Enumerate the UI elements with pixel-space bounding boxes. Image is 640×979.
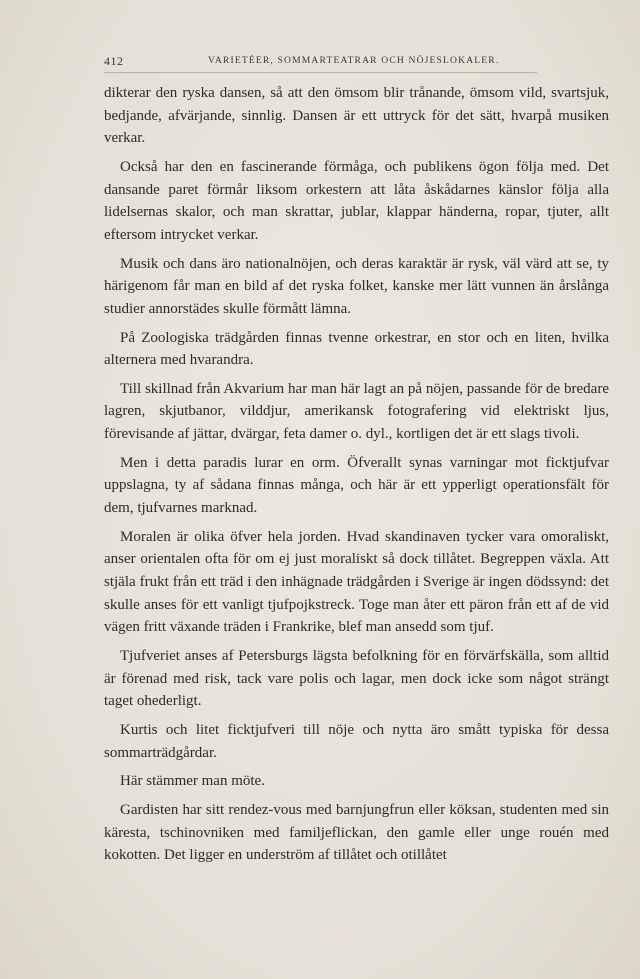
paragraph: Här stämmer man möte. — [120, 773, 265, 790]
paragraph: Till skillnad från Akvarium har man här lagt an på nöjen, passande för de bredare lagren, skjutbanor, vilddjur, amerikansk fotografering vid elektriskt ljus, förevisande af jättar, dvärgar, feta damer o. dyl., kortligen det är ett slags tivoli. — [104, 380, 609, 443]
paragraph: dikterar den ryska dansen, så att den ömsom blir trånande, ömsom vild, svartsjuk, bedjande, afvärjande, sinnlig. Dansen är ett uttryck för det sätt, hvarpå musiken verkar. — [104, 85, 609, 147]
page-number: 412 — [104, 54, 124, 68]
paragraph: Kurtis och litet ficktjufveri till nöje och nytta äro smått typiska för dessa sommarträdgårdar. — [104, 721, 609, 761]
running-header — [104, 50, 537, 73]
paragraph: Gardisten har sitt rendez-vous med barnjungfrun eller köksan, studenten med sin käresta, tschinovniken med familjeflickan, den gamle eller unge rouén med kokotten. Det ligger en underström af tillåtet och otillåtet — [104, 802, 609, 864]
paragraph: Musik och dans äro nationalnöjen, och deras karaktär är rysk, väl värd att se, ty härigenom får man en bild af det ryska folket, kanske mer lätt vunnen än årslånga studier annorstädes skulle förmått lämna. — [104, 255, 609, 317]
paragraph: Moralen är olika öfver hela jorden. Hvad skandinaven tycker vara omoraliskt, anser orientalen ofta för om ej just moraliskt så dock tillåtet. Begreppen växla. Att stjäla frukt från ett träd i den inhägnade trädgården i Sverige är ingen dödssynd: det skulle anses för ett vanligt tjufpojkstreck. Toge man åter ett päron från ett af de vid vägen fritt växande träden i Frankrike, blef man ansedd som tjuf. — [104, 528, 609, 636]
paragraph: På Zoologiska trädgården finnas tvenne orkestrar, en stor och en liten, hvilka alternera med hvarandra. — [104, 329, 609, 369]
paragraph: Också har den en fascinerande förmåga, och publikens ögon följa med. Det dansande paret förmår liksom orkestern att låta åskådarnes känslor följa alla lidelsernas skalor, och man skrattar, jublar, klappar händerna, ropar, tjuter, allt eftersom intrycket verkar. — [104, 158, 609, 243]
paragraph: Tjufveriet anses af Petersburgs lägsta befolkning för en förvärfskälla, som alltid är förenad med risk, tack vare polis och lagar, men dock icke som något strängt taget ohederligt. — [104, 647, 609, 710]
running-title: VARIETÉER, SOMMARTEATRAR OCH NÖJESLOKALER. — [208, 55, 500, 66]
body-text — [104, 82, 609, 873]
paragraph: Men i detta paradis lurar en orm. Öfverallt synas varningar mot ficktjufvar uppslagna, ty af sådana finnas många, och här är ett ypperligt operationsfält för dem, tjufvarnes marknad. — [104, 454, 609, 517]
